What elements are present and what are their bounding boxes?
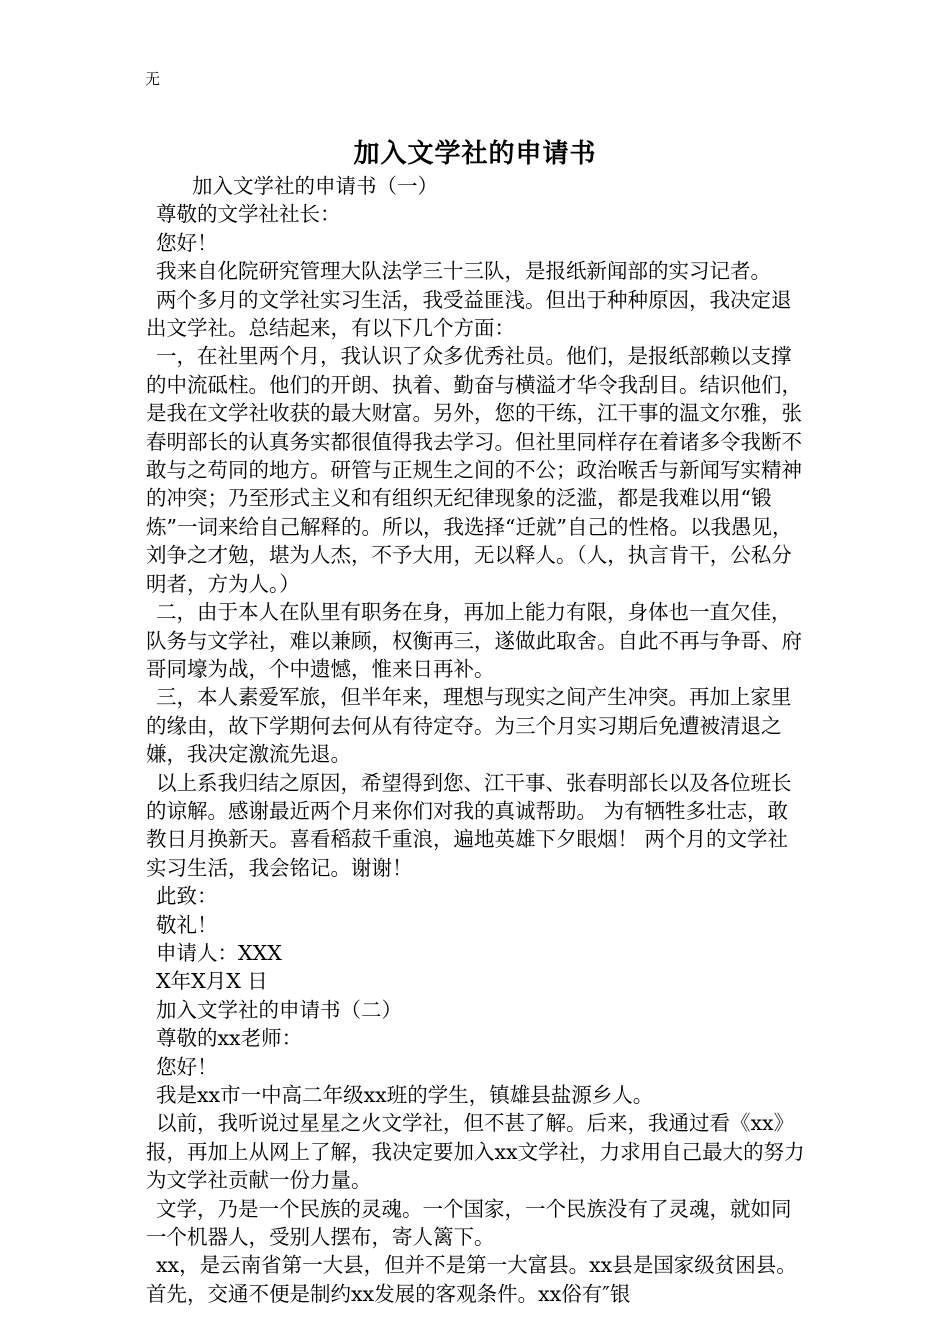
paragraph: 敬礼！ [156, 912, 218, 937]
paragraph: X年X月X 日 [156, 969, 268, 994]
document-body [146, 172, 808, 1308]
paragraph: 一，在社里两个月，我认识了众多优秀社员。他们，是报纸部赖以支撑的中流砥柱。他们的开朗、执着、勤奋与横溢才华令我刮目。结识他们，是我在文学社收获的最大财富。另外，您的干练，江干事的温文尔雅，张春明部长的认真务实都很值得我去学习。但社里同样存在着诸多令我断不敢与之苟同的地方。研管与正规生之间的不公；政治喉舌与新闻写实精神的冲突；乃至形式主义和有组织无纪律现象的泛滥，都是我难以用“锻炼”一词来给自己解释的。所以，我选择“迁就”自己的性格。以我愚见，刘争之才勉，堪为人杰，不予大用，无以释人。（人，执言肯干，公私分明者，方为人。） [146, 344, 802, 596]
paragraph: xx，是云南省第一大县，但并不是第一大富县。xx县是国家级贫困县。首先，交通不便是制约xx发展的客观条件。xx俗有″银 [146, 1253, 797, 1306]
paragraph: 以上系我归结之原因，希望得到您、江干事、张春明部长以及各位班长的谅解。感谢最近两个月来你们对我的真诚帮助。 为有牺牲多壮志，敢教日月换新天。喜看稻菽千重浪，遍地英雄下夕眼烟！ 两个月的文学社实习生活，我会铭记。谢谢！ [146, 770, 792, 880]
paragraph: 加入文学社的申请书（一） [192, 174, 438, 198]
paragraph: 我来自化院研究管理大队法学三十三队，是报纸新闻部的实习记者。 [156, 259, 771, 284]
paragraph: 申请人：XXX [156, 940, 282, 965]
paragraph: 我是xx市一中高二年级xx班的学生，镇雄县盐源乡人。 [156, 1083, 654, 1107]
paragraph: 尊敬的xx老师： [156, 1026, 303, 1051]
page-header: 无 [145, 70, 161, 88]
document-title: 加入文学社的申请书 [353, 139, 597, 169]
paragraph: 尊敬的文学社社长： [156, 202, 341, 227]
paragraph: 以前，我听说过星星之火文学社，但不甚了解。后来，我通过看《xx》报，再加上从网上了解，我决定要加入xx文学社，力求用自己最大的努力为文学社贡献一份力量。 [146, 1111, 805, 1193]
paragraph: 两个多月的文学社实习生活，我受益匪浅。但出于种种原因，我决定退出文学社。总结起来，有以下几个方面： [146, 287, 792, 341]
paragraph: 您好！ [156, 1054, 218, 1079]
paragraph: 三，本人素爱军旅，但半年来，理想与现实之间产生冲突。再加上家里的缘由，故下学期何去何从有待定夺。为三个月实习期后免遭被清退之嫌，我决定激流先退。 [146, 685, 792, 767]
paragraph: 二，由于本人在队里有职务在身，再加上能力有限，身体也一直欠佳，队务与文学社，难以兼顾，权衡再三，遂做此取舍。自此不再与争哥、府哥同壕为战，个中遗憾，惟来日再补。 [146, 600, 802, 681]
paragraph: 加入文学社的申请书（二） [156, 997, 402, 1022]
paragraph: 文学，乃是一个民族的灵魂。一个国家，一个民族没有了灵魂，就如同一个机器人，受别人摆布，寄人篱下。 [146, 1196, 792, 1250]
paragraph: 此致： [156, 884, 218, 909]
paragraph: 您好！ [156, 230, 218, 255]
